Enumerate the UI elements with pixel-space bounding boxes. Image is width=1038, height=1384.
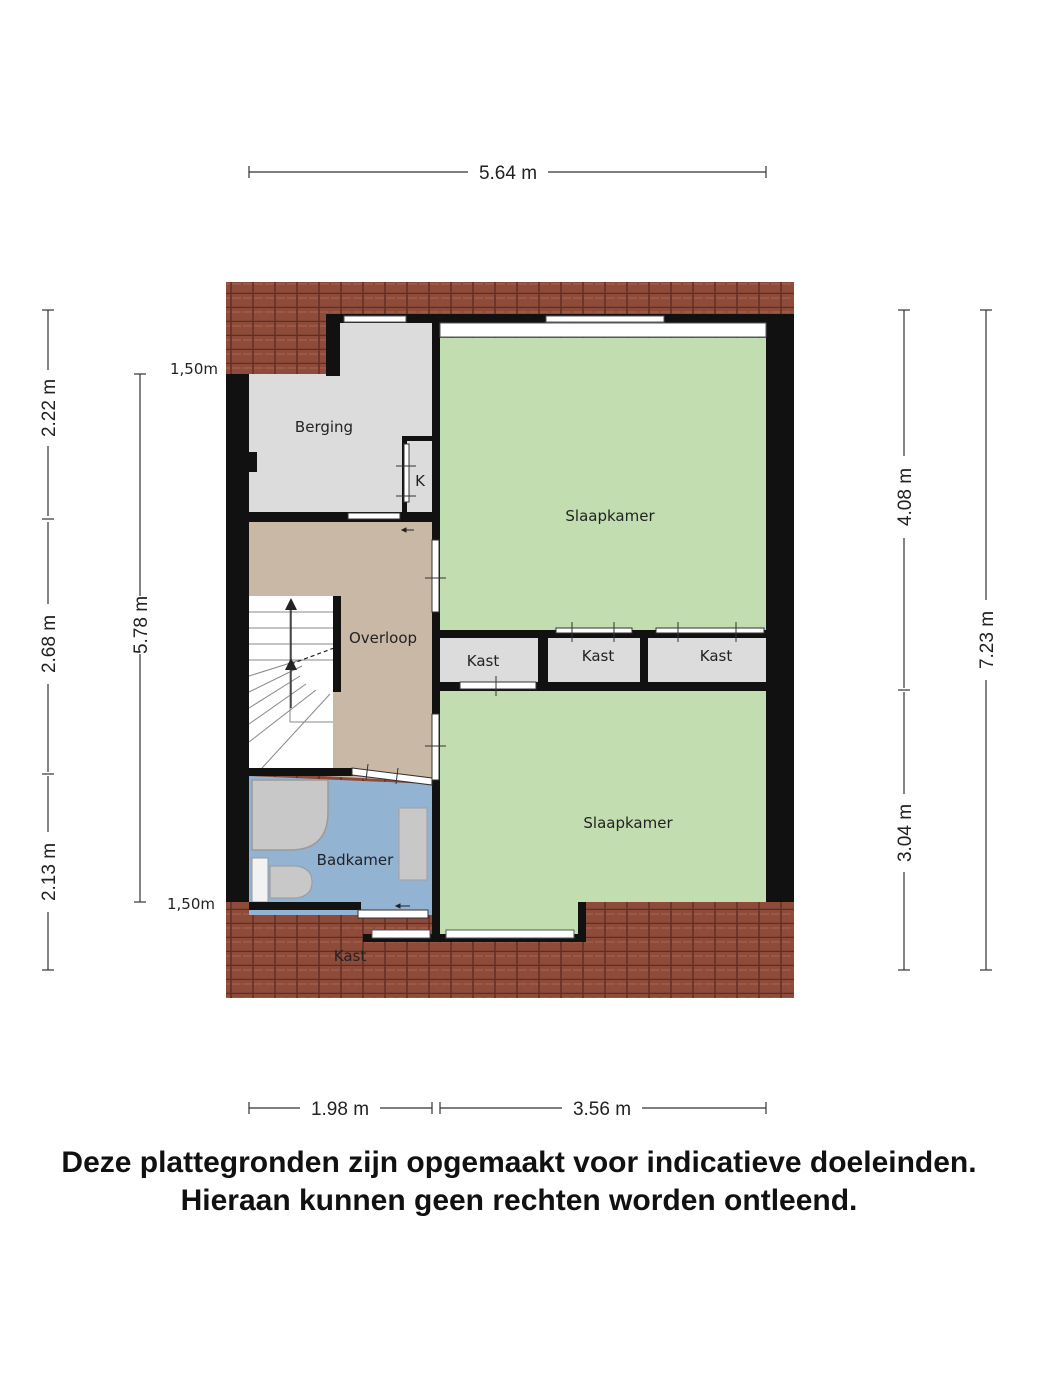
slaapkamer-bottom-room	[440, 691, 766, 934]
disclaimer-line-1: Deze plattegronden zijn opgemaakt voor indicatieve doeleinden.	[61, 1146, 977, 1179]
label-badkamer: Badkamer	[316, 851, 394, 869]
disclaimer	[0, 1144, 1038, 1220]
label-kast-bottom: Kast	[333, 947, 367, 965]
label-kast-right: Kast	[699, 647, 733, 665]
label-kast-left: Kast	[466, 652, 500, 670]
label-k: K	[415, 472, 425, 490]
staircase	[249, 596, 334, 768]
dim-left-inner: 5.78 m	[131, 595, 152, 655]
label-berging: Berging	[294, 418, 354, 436]
dim-bottom-left: 1.98 m	[310, 1099, 370, 1120]
sink	[399, 808, 427, 880]
dim-top-width: 5.64 m	[478, 163, 538, 184]
label-kast-middle: Kast	[581, 647, 615, 665]
dim-bottom-right: 3.56 m	[572, 1099, 632, 1120]
label-overloop: Overloop	[348, 629, 418, 647]
disclaimer-line-2: Hieraan kunnen geen rechten worden ontleend.	[180, 1184, 858, 1217]
dim-left-top: 2.22 m	[39, 378, 60, 438]
dim-left-middle: 2.68 m	[39, 614, 60, 674]
slaapkamer-top-room	[440, 338, 766, 630]
shower	[252, 780, 328, 850]
dim-right-total: 7.23 m	[977, 610, 998, 670]
dim-left-bottom: 2.13 m	[39, 842, 60, 902]
dim-right-top: 4.08 m	[895, 467, 916, 527]
height-marker-top: 1,50m	[169, 360, 219, 378]
dim-right-bottom: 3.04 m	[895, 803, 916, 863]
height-marker-bottom: 1,50m	[166, 895, 216, 913]
label-slaapkamer-top: Slaapkamer	[565, 507, 655, 525]
label-slaapkamer-bottom: Slaapkamer	[583, 814, 673, 832]
